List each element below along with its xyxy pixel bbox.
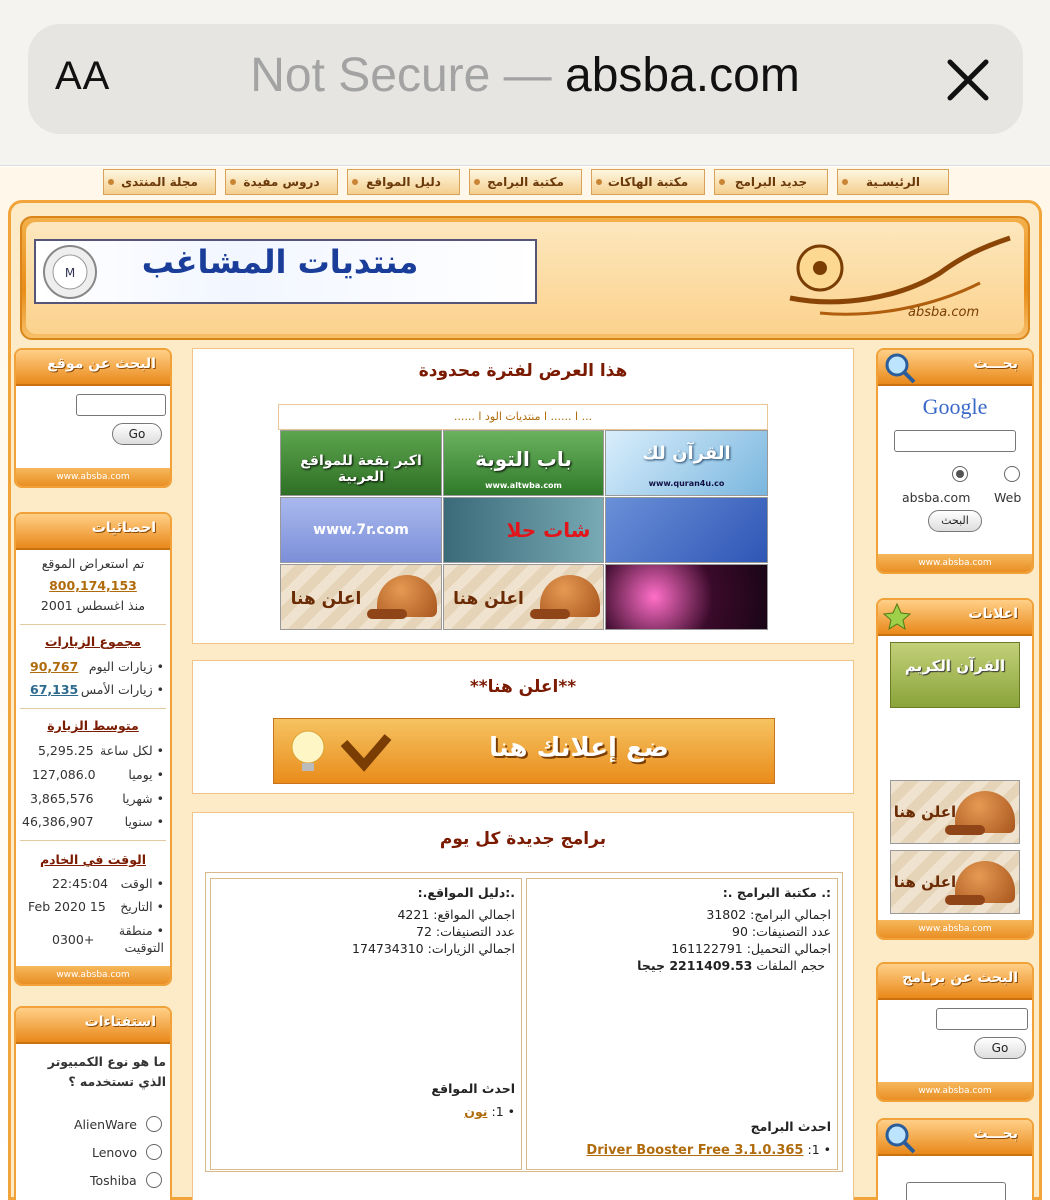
- yesterday-value[interactable]: 67,135: [30, 682, 79, 697]
- since-label: منذ اغسطس 2001: [40, 598, 146, 613]
- sites-cats: عدد التصنيفات: 72: [416, 924, 515, 939]
- ads-footer: www.absba.com: [878, 920, 1032, 938]
- sites-title: .:دليل المواقع.:: [417, 885, 515, 900]
- date-label: • التاريخ: [120, 899, 164, 914]
- not-secure-label: Not Secure —: [250, 49, 552, 102]
- zone-label: • منطقة التوقيت: [118, 923, 164, 955]
- offer-title: هذا العرض لفترة محدودة: [418, 361, 628, 381]
- program-search-title: البحث عن برنامج: [902, 970, 1018, 986]
- nav-programs-library[interactable]: مكتبة البرامج: [469, 169, 582, 195]
- site-search-input[interactable]: [76, 394, 166, 416]
- site-search-header: [16, 350, 170, 386]
- library-cats: عدد التصنيفات: 90: [732, 924, 831, 939]
- absba-badge-icon: [40, 244, 100, 300]
- ad-tile-7r[interactable]: www.7r.com: [280, 497, 442, 563]
- magnifier-icon: [882, 350, 918, 386]
- hour-label: • لكل ساعة: [100, 743, 164, 758]
- hour-value: 5,295.25: [38, 743, 94, 758]
- ad-advertise-here[interactable]: اعلن هنا: [890, 780, 1020, 844]
- close-icon[interactable]: [946, 58, 990, 102]
- search-footer: www.absba.com: [878, 554, 1032, 572]
- banner-title: منتديات المشاغب: [141, 243, 419, 281]
- star-icon: [882, 602, 912, 632]
- divider: [20, 624, 166, 625]
- year-label: • سنويا: [124, 814, 164, 829]
- date-value: 15 Feb 2020: [28, 899, 106, 914]
- ad-advertise-here[interactable]: اعلن هنا: [890, 850, 1020, 914]
- visits-title: مجموع الزيارات: [44, 634, 142, 649]
- latest-site-link[interactable]: نون: [464, 1104, 488, 1119]
- nav-useful-lessons[interactable]: دروس مفيدة: [225, 169, 338, 195]
- search-box: [876, 348, 1034, 574]
- poll-option-label: Lenovo: [92, 1145, 138, 1160]
- program-search-footer: www.absba.com: [878, 1082, 1032, 1100]
- ad-tile-advertise-here[interactable]: اعلن هنا: [280, 564, 442, 630]
- poll-title: استفتاءات: [84, 1014, 156, 1030]
- search-box-2: [876, 1118, 1034, 1200]
- search-option-web-radio[interactable]: [1004, 466, 1020, 482]
- url-display[interactable]: [140, 48, 910, 103]
- program-search-go-button[interactable]: Go: [974, 1037, 1026, 1059]
- ads-title: اعلانات: [968, 606, 1018, 622]
- google-logo: Google: [922, 394, 988, 419]
- search-option-site-radio[interactable]: [952, 466, 968, 482]
- zone-value: +0300: [52, 932, 95, 947]
- nav-new-programs[interactable]: جديد البرامج: [714, 169, 828, 195]
- search-option-web-label: Web: [994, 490, 1022, 505]
- sites-cell: [210, 878, 522, 1170]
- time-value: 22:45:04: [52, 876, 109, 891]
- svg-text:M: M: [64, 266, 76, 280]
- divider: [20, 708, 166, 709]
- time-label: • الوقت: [120, 876, 164, 891]
- partner-links-row[interactable]: ... ا ...... ا منتديات الود ا ......: [278, 404, 768, 430]
- library-total: اجمالي البرامج: 31802: [706, 907, 831, 922]
- month-label: • شهريا: [122, 791, 164, 806]
- nav-sites-directory[interactable]: دليل المواقع: [347, 169, 460, 195]
- latest-program-link[interactable]: Driver Booster Free 3.1.0.365: [586, 1143, 804, 1158]
- ad-tile-advertise-here[interactable]: اعلن هنا: [443, 564, 604, 630]
- shown-count[interactable]: 800,174,153: [49, 578, 137, 593]
- nav-forum-magazine[interactable]: مجلة المنتدى: [103, 169, 216, 195]
- latest-programs-title: احدث البرامج: [750, 1119, 831, 1134]
- advertise-title: **اعلن هنا**: [469, 677, 577, 697]
- poll-option-label: AlienWare: [74, 1117, 137, 1132]
- year-value: 46,386,907: [22, 814, 94, 829]
- day-label: • يوميا: [128, 767, 164, 782]
- ad-tile-chat-hala[interactable]: شات حلا: [443, 497, 604, 563]
- library-title: :. مكتبة البرامج .:: [722, 885, 831, 900]
- poll-header: [16, 1008, 170, 1044]
- ad-tile-pink[interactable]: [605, 564, 768, 630]
- poll-box: [14, 1006, 172, 1200]
- average-title: متوسط الزيارة: [47, 718, 139, 733]
- logo-text: absba.com: [908, 305, 980, 320]
- site-search-footer: www.absba.com: [16, 468, 170, 486]
- text-size-button[interactable]: AA: [55, 54, 111, 98]
- stats-header: [16, 514, 170, 550]
- stats-title: احصائيات: [91, 520, 156, 536]
- poll-option-radio[interactable]: [146, 1116, 162, 1132]
- library-downloads: اجمالي التحميل: 161122791: [671, 941, 831, 956]
- ads-box: [876, 598, 1034, 940]
- library-size: حجم الملفات 2211409.53 جيجا: [637, 958, 825, 973]
- site-search-title: البحث عن موقع: [47, 356, 156, 372]
- program-search-input[interactable]: [936, 1008, 1028, 1030]
- search-2-input[interactable]: [906, 1182, 1006, 1200]
- ad-tile-quran[interactable]: القرآن لك www.quran4u.co: [605, 430, 768, 496]
- advertise-banner[interactable]: [273, 718, 775, 784]
- search-title: بحـــث: [973, 356, 1018, 372]
- ad-tile-arab-sites[interactable]: اكبر بقعة للمواقع العربية: [280, 430, 442, 496]
- absba-logo-icon: [780, 228, 1020, 323]
- ad-quran-tile[interactable]: القرآن الكريم: [890, 642, 1020, 708]
- site-search-box: [14, 348, 172, 488]
- magnifier-icon: [882, 1120, 918, 1156]
- lightbulb-icon: [284, 725, 394, 779]
- programs-title: برامج جديدة كل يوم: [439, 829, 607, 849]
- program-search-box: [876, 962, 1034, 1102]
- poll-option-radio[interactable]: [146, 1144, 162, 1160]
- month-value: 3,865,576: [30, 791, 94, 806]
- latest-sites-title: احدث المواقع: [431, 1081, 515, 1096]
- day-value: 127,086.0: [32, 767, 96, 782]
- stats-box: [14, 512, 172, 986]
- server-time-title: الوقت في الخادم: [39, 852, 147, 867]
- poll-option-radio[interactable]: [146, 1172, 162, 1188]
- sites-total: اجمالي المواقع: 4221: [397, 907, 515, 922]
- today-label: • زيارات اليوم: [88, 659, 164, 674]
- domain-label: absba.com: [565, 49, 800, 102]
- latest-site-item: • 1: نون: [464, 1104, 515, 1119]
- poll-option-label: Toshiba: [90, 1173, 137, 1188]
- program-search-header: [878, 964, 1032, 1000]
- yesterday-label: • زيارات الأمس: [80, 682, 164, 697]
- search-option-site-label: absba.com: [902, 490, 971, 505]
- nav-hacks-library[interactable]: مكتبة الهاكات: [591, 169, 705, 195]
- google-search-button[interactable]: البحث: [928, 510, 982, 532]
- ad-tile-bluetooth[interactable]: [605, 497, 768, 563]
- stats-footer: www.absba.com: [16, 966, 170, 984]
- shown-label: تم استعراض الموقع: [41, 556, 145, 571]
- ad-tile-tawba[interactable]: باب التوبة www.altwba.com: [443, 430, 604, 496]
- library-cell: [526, 878, 838, 1170]
- nav-home[interactable]: الرئيسـية: [837, 169, 949, 195]
- advertise-banner-text: ضع إعلانك هنا: [489, 733, 669, 763]
- today-value[interactable]: 90,767: [30, 659, 79, 674]
- latest-program-item: • 1: Driver Booster Free 3.1.0.365: [586, 1142, 831, 1158]
- poll-question: ما هو نوع الكمبيوتر الذي تستخدمه ؟: [47, 1054, 166, 1089]
- sites-visits: اجمالي الزيارات: 174734310: [352, 941, 515, 956]
- site-search-go-button[interactable]: Go: [112, 423, 162, 445]
- google-search-input[interactable]: [894, 430, 1016, 452]
- divider: [20, 840, 166, 841]
- search-2-title: بحـــث: [973, 1126, 1018, 1142]
